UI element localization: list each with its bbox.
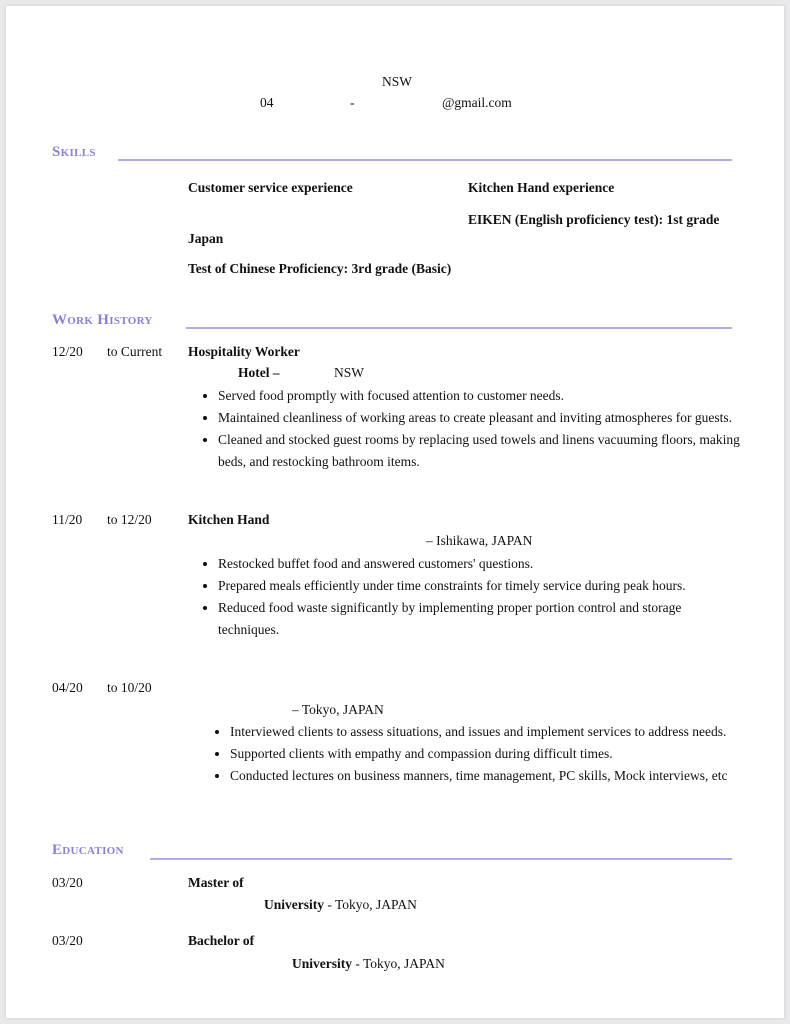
education-degree: Master of [188,875,244,890]
job-bullet-list [200,385,748,473]
work-history-rule [186,327,732,329]
job-bullet-list [200,553,738,641]
job-start-date: 12/20 [52,344,83,359]
skill-item: EIKEN (English proficiency test): 1st grade [468,212,720,227]
job-bullet: • Prepared meals efficiently under time constraints for timely service during peak hours. [218,575,738,597]
skill-item: Japan [188,231,224,246]
job-bullet-list [212,721,730,787]
job-bullet: • Served food promptly with focused attention to customer needs. [218,385,748,407]
education-date: 03/20 [52,933,83,948]
job-employer: Hotel – [238,365,280,380]
education-location: - Tokyo, JAPAN [324,897,417,912]
job-end-date: to 10/20 [107,680,152,695]
education-degree: Bachelor of [188,933,255,948]
job-bullet: • Restocked buffet food and answered customers' questions. [218,553,738,575]
job-title: Kitchen Hand [188,512,270,527]
resume-page [6,6,784,1018]
job-location: – Ishikawa, JAPAN [426,533,533,548]
education-location: - Tokyo, JAPAN [352,956,445,971]
work-history-heading: Work History [52,312,153,328]
job-end-date: to 12/20 [107,512,152,527]
education-heading: Education [52,842,124,858]
skills-rule [118,159,732,161]
contact-location: NSW [382,74,412,89]
job-bullet: • Supported clients with empathy and compassion during difficult times. [230,743,730,765]
job-location: NSW [334,365,364,380]
education-date: 03/20 [52,875,83,890]
job-title: Hospitality Worker [188,344,300,359]
education-school: University [264,897,324,912]
job-start-date: 04/20 [52,680,83,695]
skill-item: Customer service experience [188,180,353,195]
skills-heading: Skills [52,144,96,160]
skill-item: Test of Chinese Proficiency: 3rd grade (Basic) [188,261,452,276]
job-end-date: to Current [107,344,163,359]
job-bullet: • Reduced food waste significantly by implementing proper portion control and storage techniques. [218,597,738,641]
contact-email: @gmail.com [442,95,512,110]
job-bullet: • Conducted lectures on business manners, time management, PC skills, Mock interviews, etc [230,765,730,787]
job-start-date: 11/20 [52,512,83,527]
education-school: University [292,956,352,971]
contact-phone-separator: - [350,95,355,110]
education-school-line [292,956,445,972]
education-school-line [264,897,417,913]
job-bullet: • Cleaned and stocked guest rooms by replacing used towels and linens vacuuming floors, making beds, and restocking bathroom items. [218,429,748,473]
skill-item: Kitchen Hand experience [468,180,615,195]
education-rule [150,858,732,860]
contact-phone-prefix: 04 [260,95,274,110]
job-location: – Tokyo, JAPAN [292,702,384,717]
job-bullet: • Interviewed clients to assess situations, and issues and implement services to address needs. [230,721,730,743]
job-bullet: • Maintained cleanliness of working areas to create pleasant and inviting atmospheres for guests. [218,407,748,429]
